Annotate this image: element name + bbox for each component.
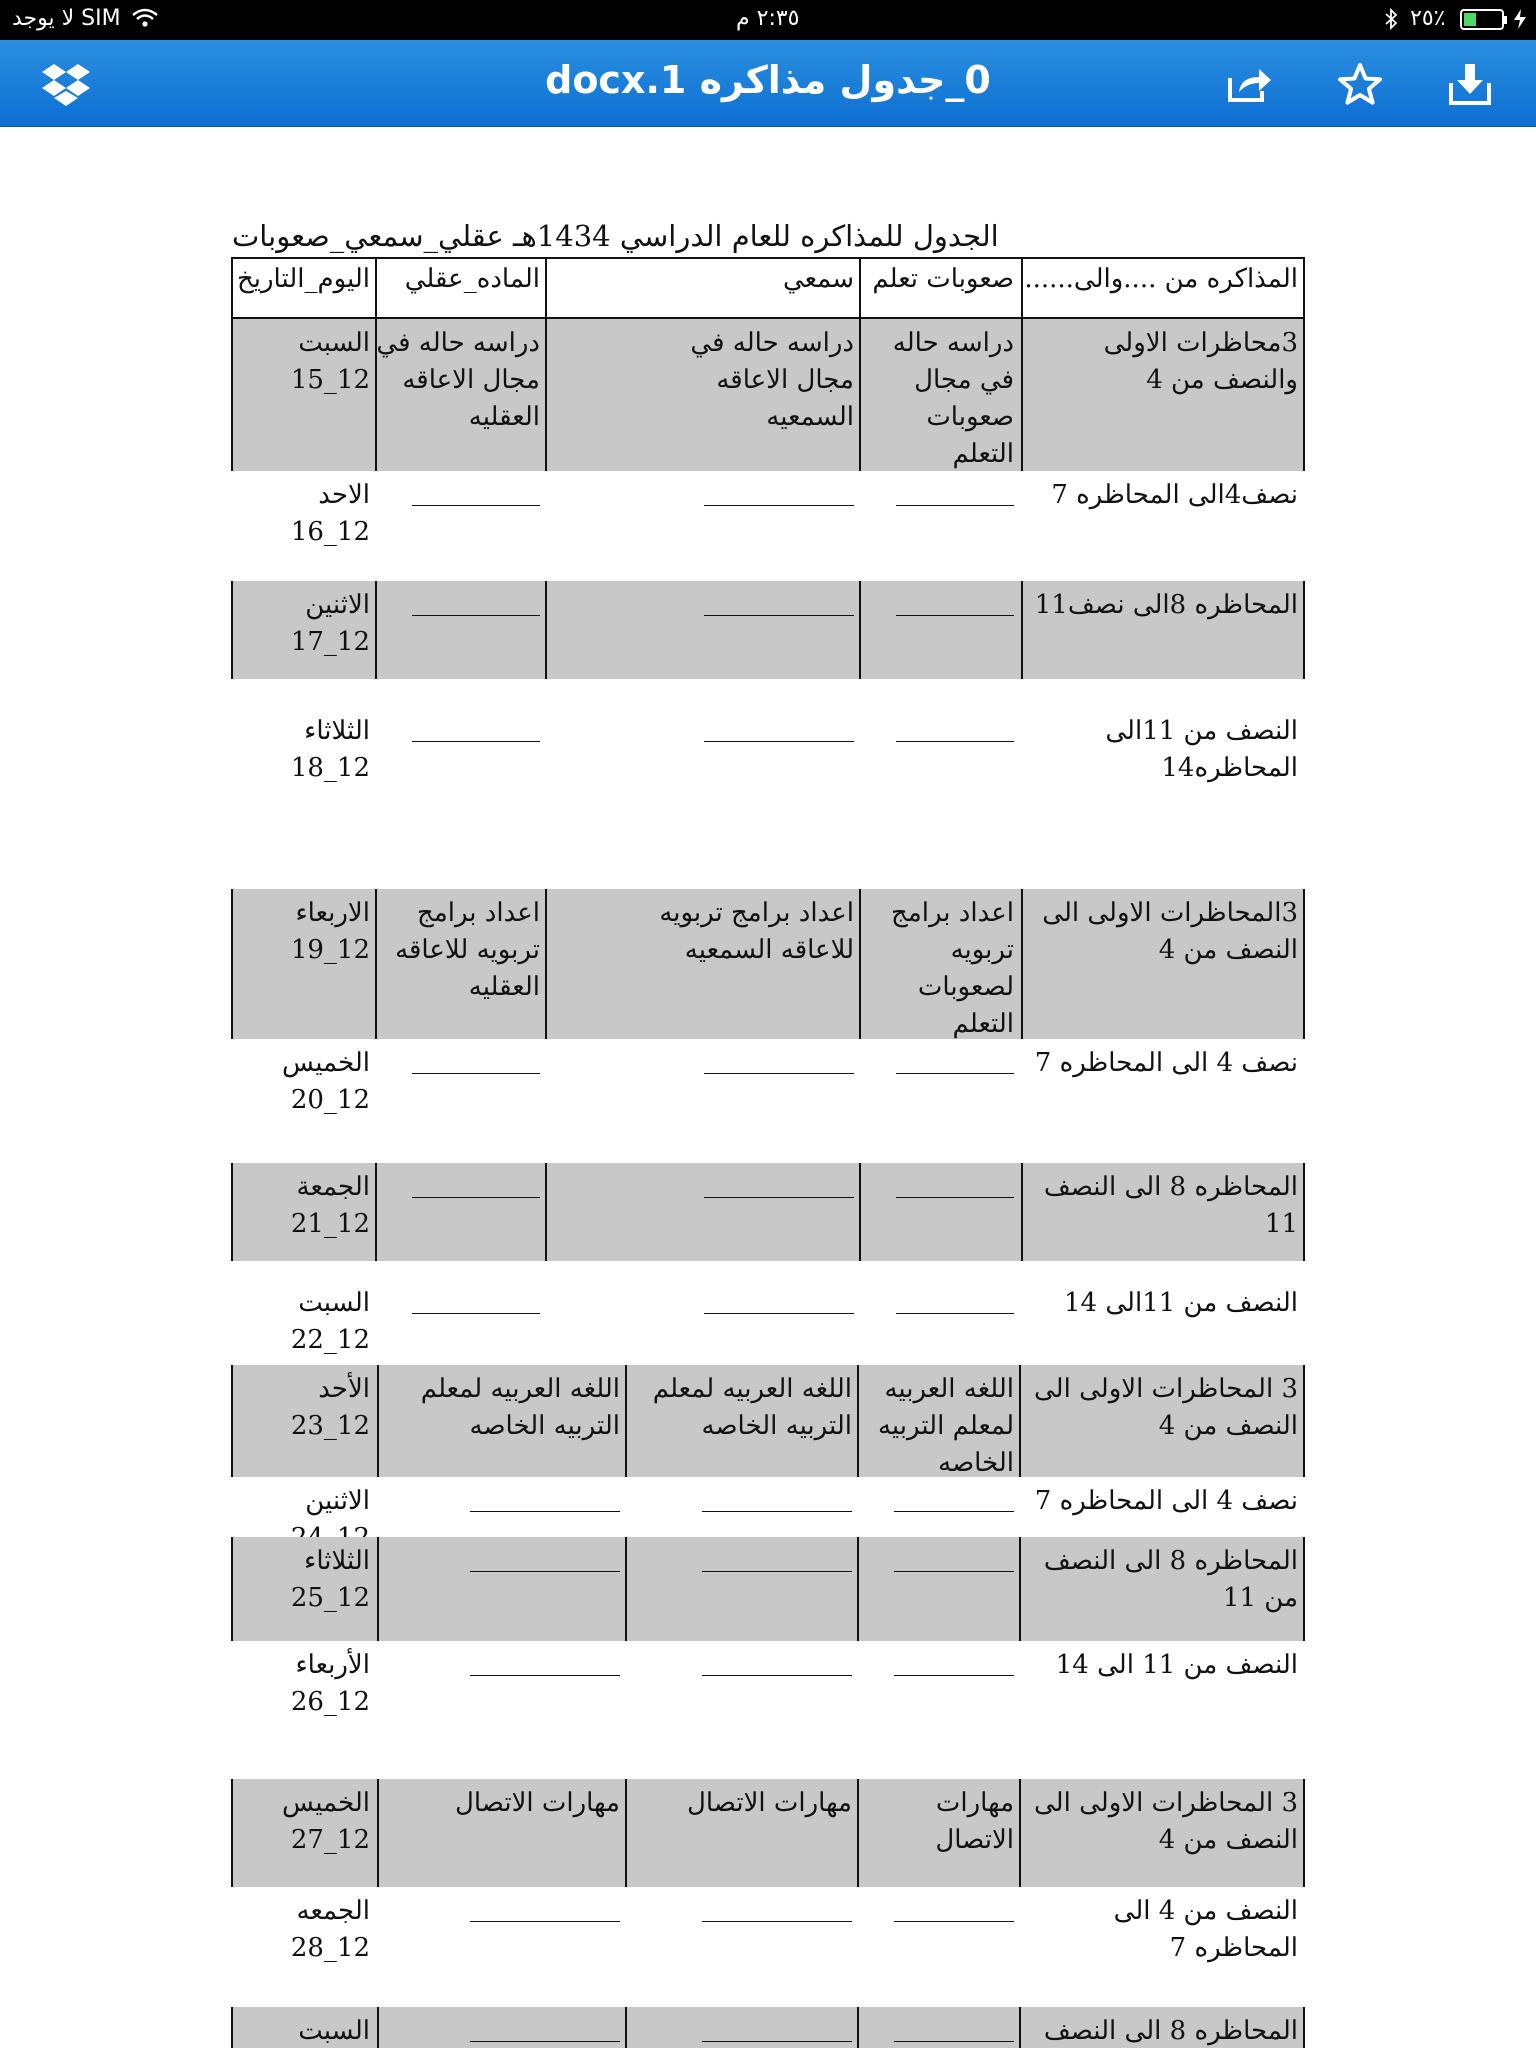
cell-range: المحاظره 8 الى النصف — [1043, 2016, 1298, 2046]
wifi-icon — [132, 8, 158, 34]
column-divider — [625, 1365, 627, 1477]
blank-line — [894, 1675, 1014, 1676]
blank-line — [704, 1313, 854, 1314]
column-divider — [231, 1365, 233, 1477]
blank-line — [702, 1511, 852, 1512]
header-column-divider — [545, 257, 547, 319]
column-divider — [1303, 1537, 1305, 1641]
blank-line — [704, 1073, 854, 1074]
column-divider — [1303, 2007, 1305, 2048]
clock-label: ٢:٣٥ م — [736, 6, 800, 31]
column-divider — [1303, 1365, 1305, 1477]
column-divider — [377, 1779, 379, 1887]
column-divider — [231, 1537, 233, 1641]
blank-line — [470, 2041, 620, 2042]
cell-range: 3 المحاظرات الاولى الى النصف من 4 — [1034, 1788, 1298, 1855]
column-divider — [1019, 2007, 1021, 2048]
column-divider — [1303, 319, 1305, 471]
cell-day: الجمعة 12_21 — [290, 1172, 370, 1239]
column-divider — [375, 1163, 377, 1261]
download-icon[interactable] — [1444, 58, 1496, 110]
column-divider — [231, 1163, 233, 1261]
column-divider — [545, 319, 547, 471]
battery-percent: ٢٥٪ — [1410, 6, 1446, 31]
cell-learning: مهارات الاتصال — [935, 1788, 1014, 1855]
column-divider — [859, 889, 861, 1039]
charging-icon — [1512, 8, 1528, 36]
cell-range: المحاظره 8 الى النصف من 11 — [1043, 1546, 1298, 1613]
blank-line — [896, 741, 1014, 742]
column-divider — [625, 1537, 627, 1641]
cell-range: 3محاظرات الاولى والنصف من 4 — [1103, 328, 1298, 395]
cell-learning: دراسه حاله في مجال صعوبات التعلم — [892, 328, 1014, 469]
column-divider — [377, 1365, 379, 1477]
header-column-divider — [1303, 257, 1305, 319]
column-divider — [625, 1779, 627, 1887]
cell-mental: اعداد برامج تربويه للاعاقه العقليه — [395, 898, 540, 1002]
cell-day: الاثنين 12_17 — [290, 590, 370, 657]
document-heading: الجدول للمذاكره للعام الدراسي 1434هـ عقلي_سمعي_صعوبات — [232, 219, 999, 253]
cell-hearing: اللغه العربيه لمعلم التربيه الخاصه — [652, 1374, 852, 1441]
cell-range: النصف من 11الى المحاظره14 — [1105, 716, 1298, 783]
column-divider — [1303, 1163, 1305, 1261]
cell-day: الخميس 12_20 — [282, 1048, 370, 1115]
cell-mental: دراسه حاله في مجال الاعاقه العقليه — [376, 328, 540, 432]
header-column-divider — [1021, 257, 1023, 319]
cell-day: الخميس 12_27 — [282, 1788, 370, 1855]
blank-line — [894, 1921, 1014, 1922]
column-divider — [231, 889, 233, 1039]
column-divider — [857, 2007, 859, 2048]
bluetooth-icon — [1384, 8, 1398, 36]
blank-line — [704, 741, 854, 742]
cell-day: الثلاثاء 12_18 — [290, 716, 370, 783]
column-divider — [375, 889, 377, 1039]
blank-line — [412, 1197, 540, 1198]
cell-range: نصف4الى المحاظره 7 — [1051, 480, 1298, 510]
cell-learning: اللغه العربيه لمعلم التربيه الخاصه — [877, 1374, 1014, 1478]
battery-icon — [1460, 9, 1510, 37]
cell-hearing: دراسه حاله في مجال الاعاقه السمعيه — [690, 328, 854, 432]
cell-learning: اعداد برامج تربويه لصعوبات التعلم — [891, 898, 1014, 1039]
cell-range: النصف من 4 الى المحاظره 7 — [1113, 1896, 1298, 1963]
header-cell-hearing: سمعي — [782, 264, 854, 294]
cell-day: السبت 12_15 — [290, 328, 370, 395]
blank-line — [896, 615, 1014, 616]
blank-line — [412, 615, 540, 616]
header-cell-day: اليوم_التاريخ — [236, 264, 370, 294]
cell-range: 3 المحاظرات الاولى الى النصف من 4 — [1034, 1374, 1298, 1441]
cell-day: الثلاثاء 12_25 — [290, 1546, 370, 1613]
column-divider — [231, 1779, 233, 1887]
blank-line — [470, 1571, 620, 1572]
blank-line — [412, 741, 540, 742]
column-divider — [1021, 1163, 1023, 1261]
share-icon[interactable] — [1224, 58, 1276, 110]
blank-line — [470, 1921, 620, 1922]
cell-range: نصف 4 الى المحاظره 7 — [1034, 1486, 1298, 1516]
carrier-label: لا يوجد SIM — [12, 6, 121, 31]
column-divider — [545, 1163, 547, 1261]
cell-day: الاثنين — [305, 1486, 370, 1516]
column-divider — [231, 581, 233, 679]
blank-line — [702, 1921, 852, 1922]
cell-day: الجمعه 12_28 — [290, 1896, 370, 1963]
header-column-divider — [231, 257, 233, 319]
blank-line — [896, 1073, 1014, 1074]
nav-bar — [0, 40, 1536, 127]
cell-hearing: مهارات الاتصال — [686, 1788, 852, 1818]
column-divider — [1021, 581, 1023, 679]
column-divider — [859, 581, 861, 679]
cell-range: 3المحاظرات الاولى الى النصف من 4 — [1042, 898, 1298, 965]
column-divider — [545, 889, 547, 1039]
header-column-divider — [375, 257, 377, 319]
table-top-border — [232, 257, 1304, 259]
column-divider — [857, 1537, 859, 1641]
column-divider — [231, 2007, 233, 2048]
cell-range: النصف من 11الى 14 — [1064, 1288, 1298, 1318]
status-bar — [0, 0, 1536, 40]
blank-line — [704, 505, 854, 506]
blank-line — [412, 505, 540, 506]
column-divider — [857, 1365, 859, 1477]
cell-range: المحاظره 8 الى النصف 11 — [1043, 1172, 1298, 1239]
blank-line — [896, 1313, 1014, 1314]
blank-line — [412, 1313, 540, 1314]
cell-mental: مهارات الاتصال — [454, 1788, 620, 1818]
column-divider — [1303, 1779, 1305, 1887]
column-divider — [377, 2007, 379, 2048]
cell-day: الاربعاء 12_19 — [290, 898, 370, 965]
header-cell-range: المذاكره من ....والى...... — [1024, 264, 1298, 294]
blank-line — [704, 615, 854, 616]
blank-line — [702, 1675, 852, 1676]
blank-line — [702, 1571, 852, 1572]
column-divider — [859, 319, 861, 471]
blank-line — [704, 1197, 854, 1198]
header-cell-mental: الماده_عقلي — [404, 264, 540, 294]
column-divider — [545, 581, 547, 679]
column-divider — [625, 2007, 627, 2048]
column-divider — [1019, 1537, 1021, 1641]
header-column-divider — [859, 257, 861, 319]
cell-range: نصف 4 الى المحاظره 7 — [1034, 1048, 1298, 1078]
column-divider — [375, 581, 377, 679]
blank-line — [470, 1511, 620, 1512]
column-divider — [1019, 1779, 1021, 1887]
column-divider — [377, 1537, 379, 1641]
column-divider — [231, 319, 233, 471]
column-divider — [1019, 1365, 1021, 1477]
document-title-bar: 0_جدول مذاكره docx.1 — [545, 58, 991, 102]
cell-range: النصف من 11 الى 14 — [1055, 1650, 1298, 1680]
star-icon[interactable] — [1334, 58, 1386, 110]
blank-line — [894, 1571, 1014, 1572]
blank-line — [894, 1511, 1014, 1512]
cell-day: السبت 12_22 — [290, 1288, 370, 1355]
blank-line — [894, 2041, 1014, 2042]
column-divider — [1303, 581, 1305, 679]
column-divider — [1021, 889, 1023, 1039]
column-divider — [857, 1779, 859, 1887]
column-divider — [1303, 889, 1305, 1039]
cell-mental: اللغه العربيه لمعلم التربيه الخاصه — [420, 1374, 620, 1441]
cell-hearing: اعداد برامج تربويه للاعاقه السمعيه — [659, 898, 854, 965]
blank-line — [702, 2041, 852, 2042]
document-view[interactable] — [0, 127, 1536, 2048]
blank-line — [896, 1197, 1014, 1198]
cell-range: المحاظره 8الى نصف11 — [1034, 590, 1298, 620]
header-cell-learning: صعوبات تعلم — [872, 264, 1014, 294]
cell-day: الأحد 12_23 — [290, 1374, 370, 1441]
column-divider — [859, 1163, 861, 1261]
blank-line — [412, 1073, 540, 1074]
cell-day: السبت — [298, 2016, 370, 2046]
column-divider — [1021, 319, 1023, 471]
cell-day: الاحد 12_16 — [290, 480, 370, 547]
blank-line — [470, 1675, 620, 1676]
cell-day: الأربعاء 12_26 — [290, 1650, 370, 1717]
blank-line — [896, 505, 1014, 506]
